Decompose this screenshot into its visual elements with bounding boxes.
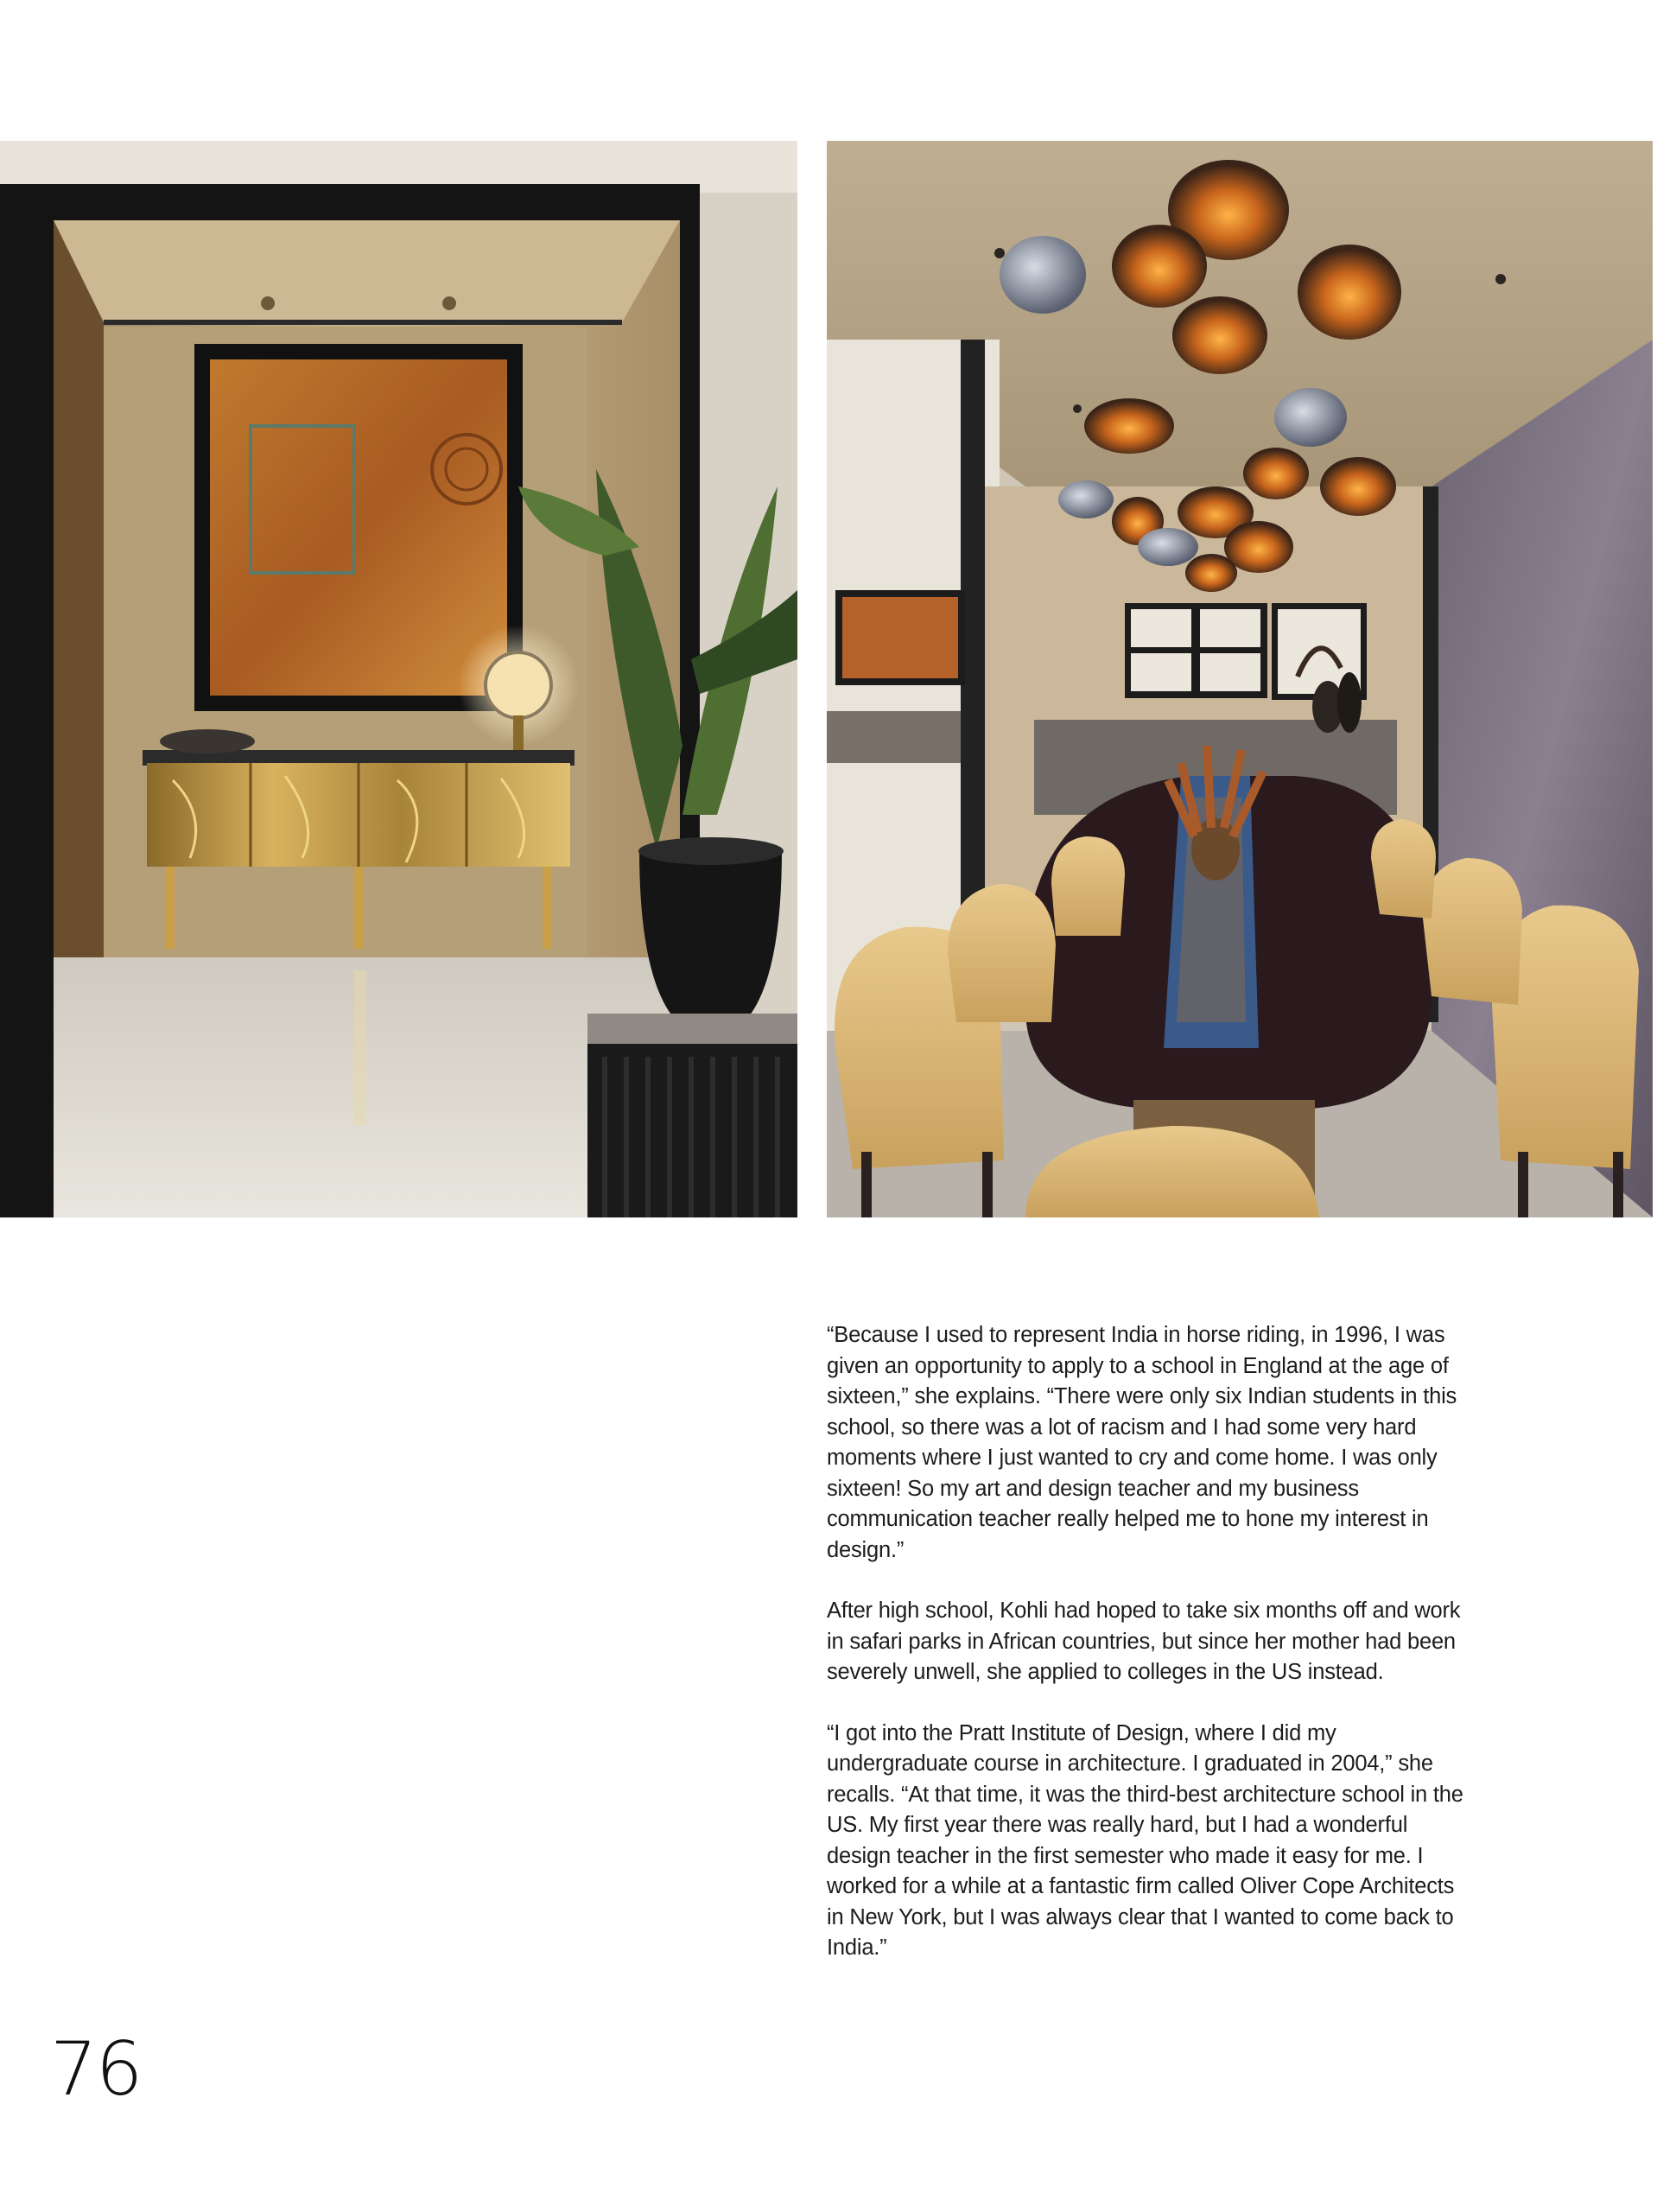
page-number: 76 — [50, 2026, 142, 2113]
foyer-illustration — [0, 141, 797, 1217]
article-paragraph: “I got into the Pratt Institute of Design, where I did my undergraduate course in architecture. I graduated in 2004,” she recalls. “At that time, it was the third-best architecture school in the US. My first year there was really hard, but I had a wonderful design teacher in the first semester who made it easy for me. I worked for a while at a fantastic firm called Oliver Cope Architects in New York, but I was always clear that I wanted to come back to India.” — [827, 1720, 1463, 1960]
article-body — [827, 1320, 1466, 1994]
dining-room-photo — [827, 141, 1653, 1217]
article-paragraph: “Because I used to represent India in horse riding, in 1996, I was given an opportunity to apply to a school in England at the age of sixteen,” she explains. “There were only six Indian students in this school, so there was a lot of racism and I had some very hard moments where I just wanted to cry and come home. I was only sixteen! So my art and design teacher and my business communication teacher really helped me to hone my interest in design.” — [827, 1323, 1457, 1562]
article-paragraph: After high school, Kohli had hoped to take six months off and work in safari parks in African countries, but since her mother had been severely unwell, she applied to colleges in the US instead. — [827, 1599, 1461, 1684]
dining-room-illustration — [827, 141, 1653, 1217]
foyer-photo — [0, 141, 797, 1217]
